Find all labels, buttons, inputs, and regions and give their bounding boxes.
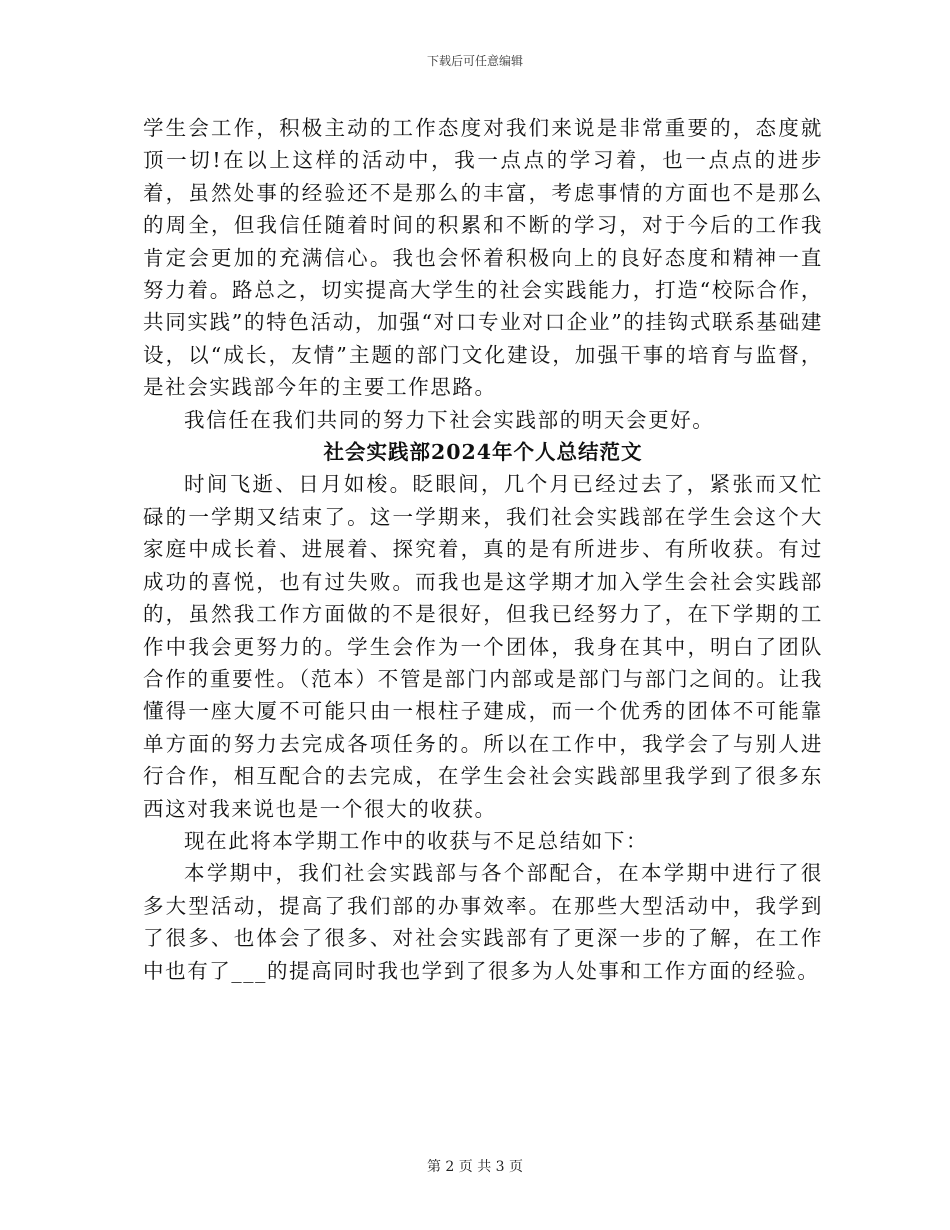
document-body [143,112,823,987]
section-title: 社会实践部2024年个人总结范文 [323,440,643,465]
paragraph-gains: 本学期中，我们社会实践部与各个部配合，在本学期中进行了很多大型活动，提高了我们部的办事效率。在那些大型活动中，我学到了很多、也体会了很多、对社会实践部有了更深一步的了解，在工作中也有了___的提高同时我也学到了很多为人处事和工作方面的经验。 [143,861,823,983]
page-header-note: 下载后可任意编辑 [426,54,523,68]
paragraph-intro: 时间飞逝、日月如梭。眨眼间，几个月已经过去了，紧张而又忙碌的一学期又结束了。这一学期来，我们社会实践部在学生会这个大家庭中成长着、进展着、探究着，真的是有所进步、有所收获。有过成功的喜悦，也有过失败。而我也是这学期才加入学生会社会实践部的，虽然我工作方面做的不是很好，但我已经努力了，在下学期的工作中我会更努力的。学生会作为一个团体，我身在其中，明白了团队合作的重要性。（范本）不管是部门内部或是部门与部门之间的。让我懂得一座大厦不可能只由一根柱子建成，而一个优秀的团体不可能靠单方面的努力去完成各项任务的。所以在工作中，我学会了与别人进行合作，相互配合的去完成，在学生会社会实践部里我学到了很多东西这对我来说也是一个很大的收获。 [143,472,823,821]
paragraph-continuation: 学生会工作，积极主动的工作态度对我们来说是非常重要的，态度就顶一切!在以上这样的活动中，我一点点的学习着，也一点点的进步着，虽然处事的经验还不是那么的丰富，考虑事情的方面也不是那么的周全，但我信任随着时间的积累和不断的学习，对于今后的工作我肯定会更加的充满信心。我也会怀着积极向上的良好态度和精神一直努力着。路总之，切实提高大学生的社会实践能力，打造“校际合作，共同实践”的特色活动，加强“对口专业对口企业”的挂钩式联系基础建设，以“成长，友情”主题的部门文化建设，加强干事的培育与监督，是社会实践部今年的主要工作思路。 [143,116,823,400]
paragraph-summary-lead: 现在此将本学期工作中的收获与不足总结如下： [184,828,649,853]
page-number: 第 2 页 共 3 页 [426,1159,524,1175]
paragraph-closing: 我信任在我们共同的努力下社会实践部的明天会更好。 [184,407,715,432]
